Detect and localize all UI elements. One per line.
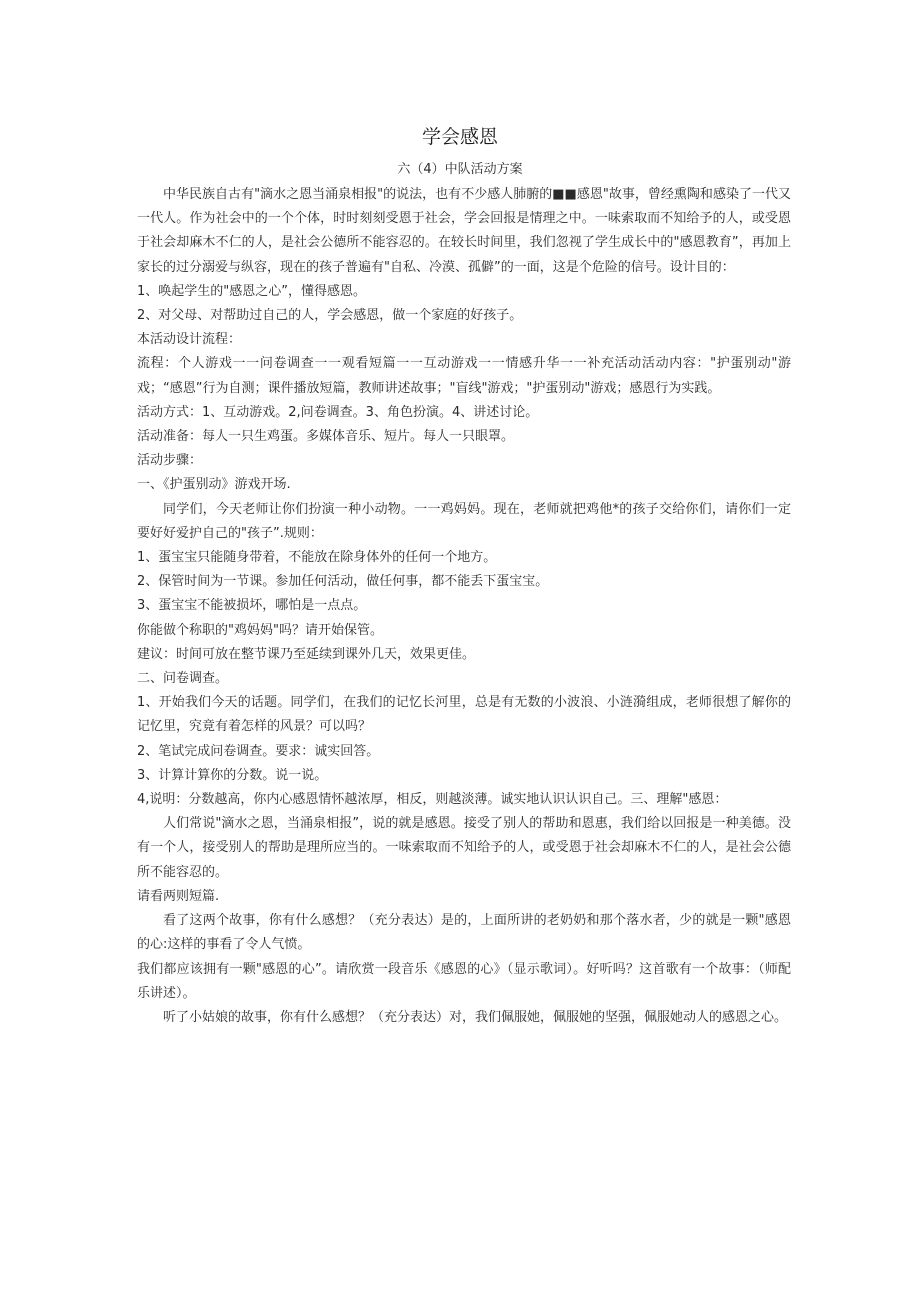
paragraph-survey-4: 4,说明：分数越高，你内心感恩情怀越浓厚，相反，则越淡薄。诚实地认识认识自己。三、理解"感恩： — [137, 792, 728, 808]
paragraph-rule-2: 2、保管时间为一节课。参加任何活动，做任何事，都不能丢下蛋宝宝。 — [137, 574, 549, 590]
paragraph-closing: 听了小姑娘的故事，你有什么感想？（充分表达）对，我们佩服她，佩服她的坚强，佩服她动人的感恩之心。 — [163, 1009, 788, 1025]
document-subtitle: 六（4）中队活动方案 — [397, 162, 523, 177]
paragraph-understanding: 人们常说"滴水之恩，当涌泉相报”，说的就是感恩。接受了别人的帮助和恩惠，我们给以回报是一种美德。没有一个人，接受别人的帮助是理所应当的。一味索取而不知给予的人，或受恩于社会却麻木不仁的人，是社会公德所不能容忍的。 — [137, 816, 791, 880]
paragraph-section-1: 一、《护蛋别动》游戏开场. — [137, 477, 291, 493]
paragraph-goal-2: 2、对父母、对帮助过自己的人，学会感恩，做一个家庭的好孩子。 — [137, 308, 523, 324]
paragraph-survey-2: 2、笔试完成问卷调查。要求：诚实回答。 — [137, 743, 380, 759]
paragraph-flow: 流程：个人游戏一一问卷调查一一观看短篇一一互动游戏一一情感升华一一补充活动活动内容："护蛋别动"游戏；“感恩”行为自测；课件播放短篇，教师讲述故事；"盲线"游戏；"护蛋别动"游戏；感恩行为实践。 — [137, 356, 791, 396]
paragraph-egg-intro: 同学们，今天老师让你们扮演一种小动物。一一鸡妈妈。现在，老师就把鸡他*的孩子交给你们，请你们一定要好好爱护自己的"孩子”.规则： — [137, 501, 791, 541]
paragraph-methods: 活动方式：1、互动游戏。2,问卷调查。3、角色扮演。4、讲述讨论。 — [137, 404, 539, 420]
paragraph-section-2: 二、问卷调查。 — [137, 671, 229, 687]
paragraph-song: 我们都应该拥有一颗"感恩的心”。请欣赏一段音乐《感恩的心》（显示歌词）。好听吗？这首歌有一个故事：（师配乐讲述）。 — [137, 961, 791, 1001]
document-title: 学会感恩 — [421, 126, 498, 148]
paragraph-flow-heading: 本活动设计流程： — [137, 332, 242, 348]
paragraph-stories: 请看两则短篇. — [137, 888, 220, 904]
paragraph-start-question: 你能做个称职的"鸡妈妈"吗？请开始保管。 — [137, 622, 383, 638]
document-body — [137, 183, 791, 1030]
paragraph-reflection: 看了这两个故事，你有什么感想？（充分表达）是的，上面所讲的老奶奶和那个落水者，少的就是一颗"感恩的心:这样的事看了令人气愤。 — [137, 913, 791, 953]
paragraph-goal-1: 1、唤起学生的"感恩之心”，懂得感恩。 — [137, 283, 366, 299]
paragraph-intro: 中华民族自古有"滴水之恩当涌泉相报"的说法，也有不少感人肺腑的■■感恩"故事，曾经熏陶和感染了一代又一代人。作为社会中的一个个体，时时刻刻受恩于社会，学会回报是情理之中。一味索取而不知给予的人，或受恩于社会却麻木不仁的人，是社会公德所不能容忍的。在较长时间里，我们忽视了学生成长中的"感恩教育”，再加上家长的过分溺爱与纵容，现在的孩子普遍有"自私、冷漠、孤僻”的一面，这是个危险的信号。设计目的： — [137, 187, 791, 275]
paragraph-rule-3: 3、蛋宝宝不能被损坏，哪怕是一点点。 — [137, 598, 367, 614]
paragraph-steps-heading: 活动步骤： — [137, 453, 203, 469]
paragraph-preparation: 活动准备：每人一只生鸡蛋。多媒体音乐、短片。每人一只眼罩。 — [137, 429, 515, 445]
paragraph-survey-3: 3、计算计算你的分数。说一说。 — [137, 767, 328, 783]
paragraph-rule-1: 1、蛋宝宝只能随身带着，不能放在除身体外的任何一个地方。 — [137, 550, 497, 566]
paragraph-suggestion: 建议：时间可放在整节课乃至延续到课外几天，效果更佳。 — [137, 646, 476, 662]
paragraph-survey-1: 1、开始我们今天的话题。同学们，在我们的记忆长河里，总是有无数的小波浪、小涟漪组成，老师很想了解你的记忆里，究竟有着怎样的风景？可以吗？ — [137, 695, 791, 735]
